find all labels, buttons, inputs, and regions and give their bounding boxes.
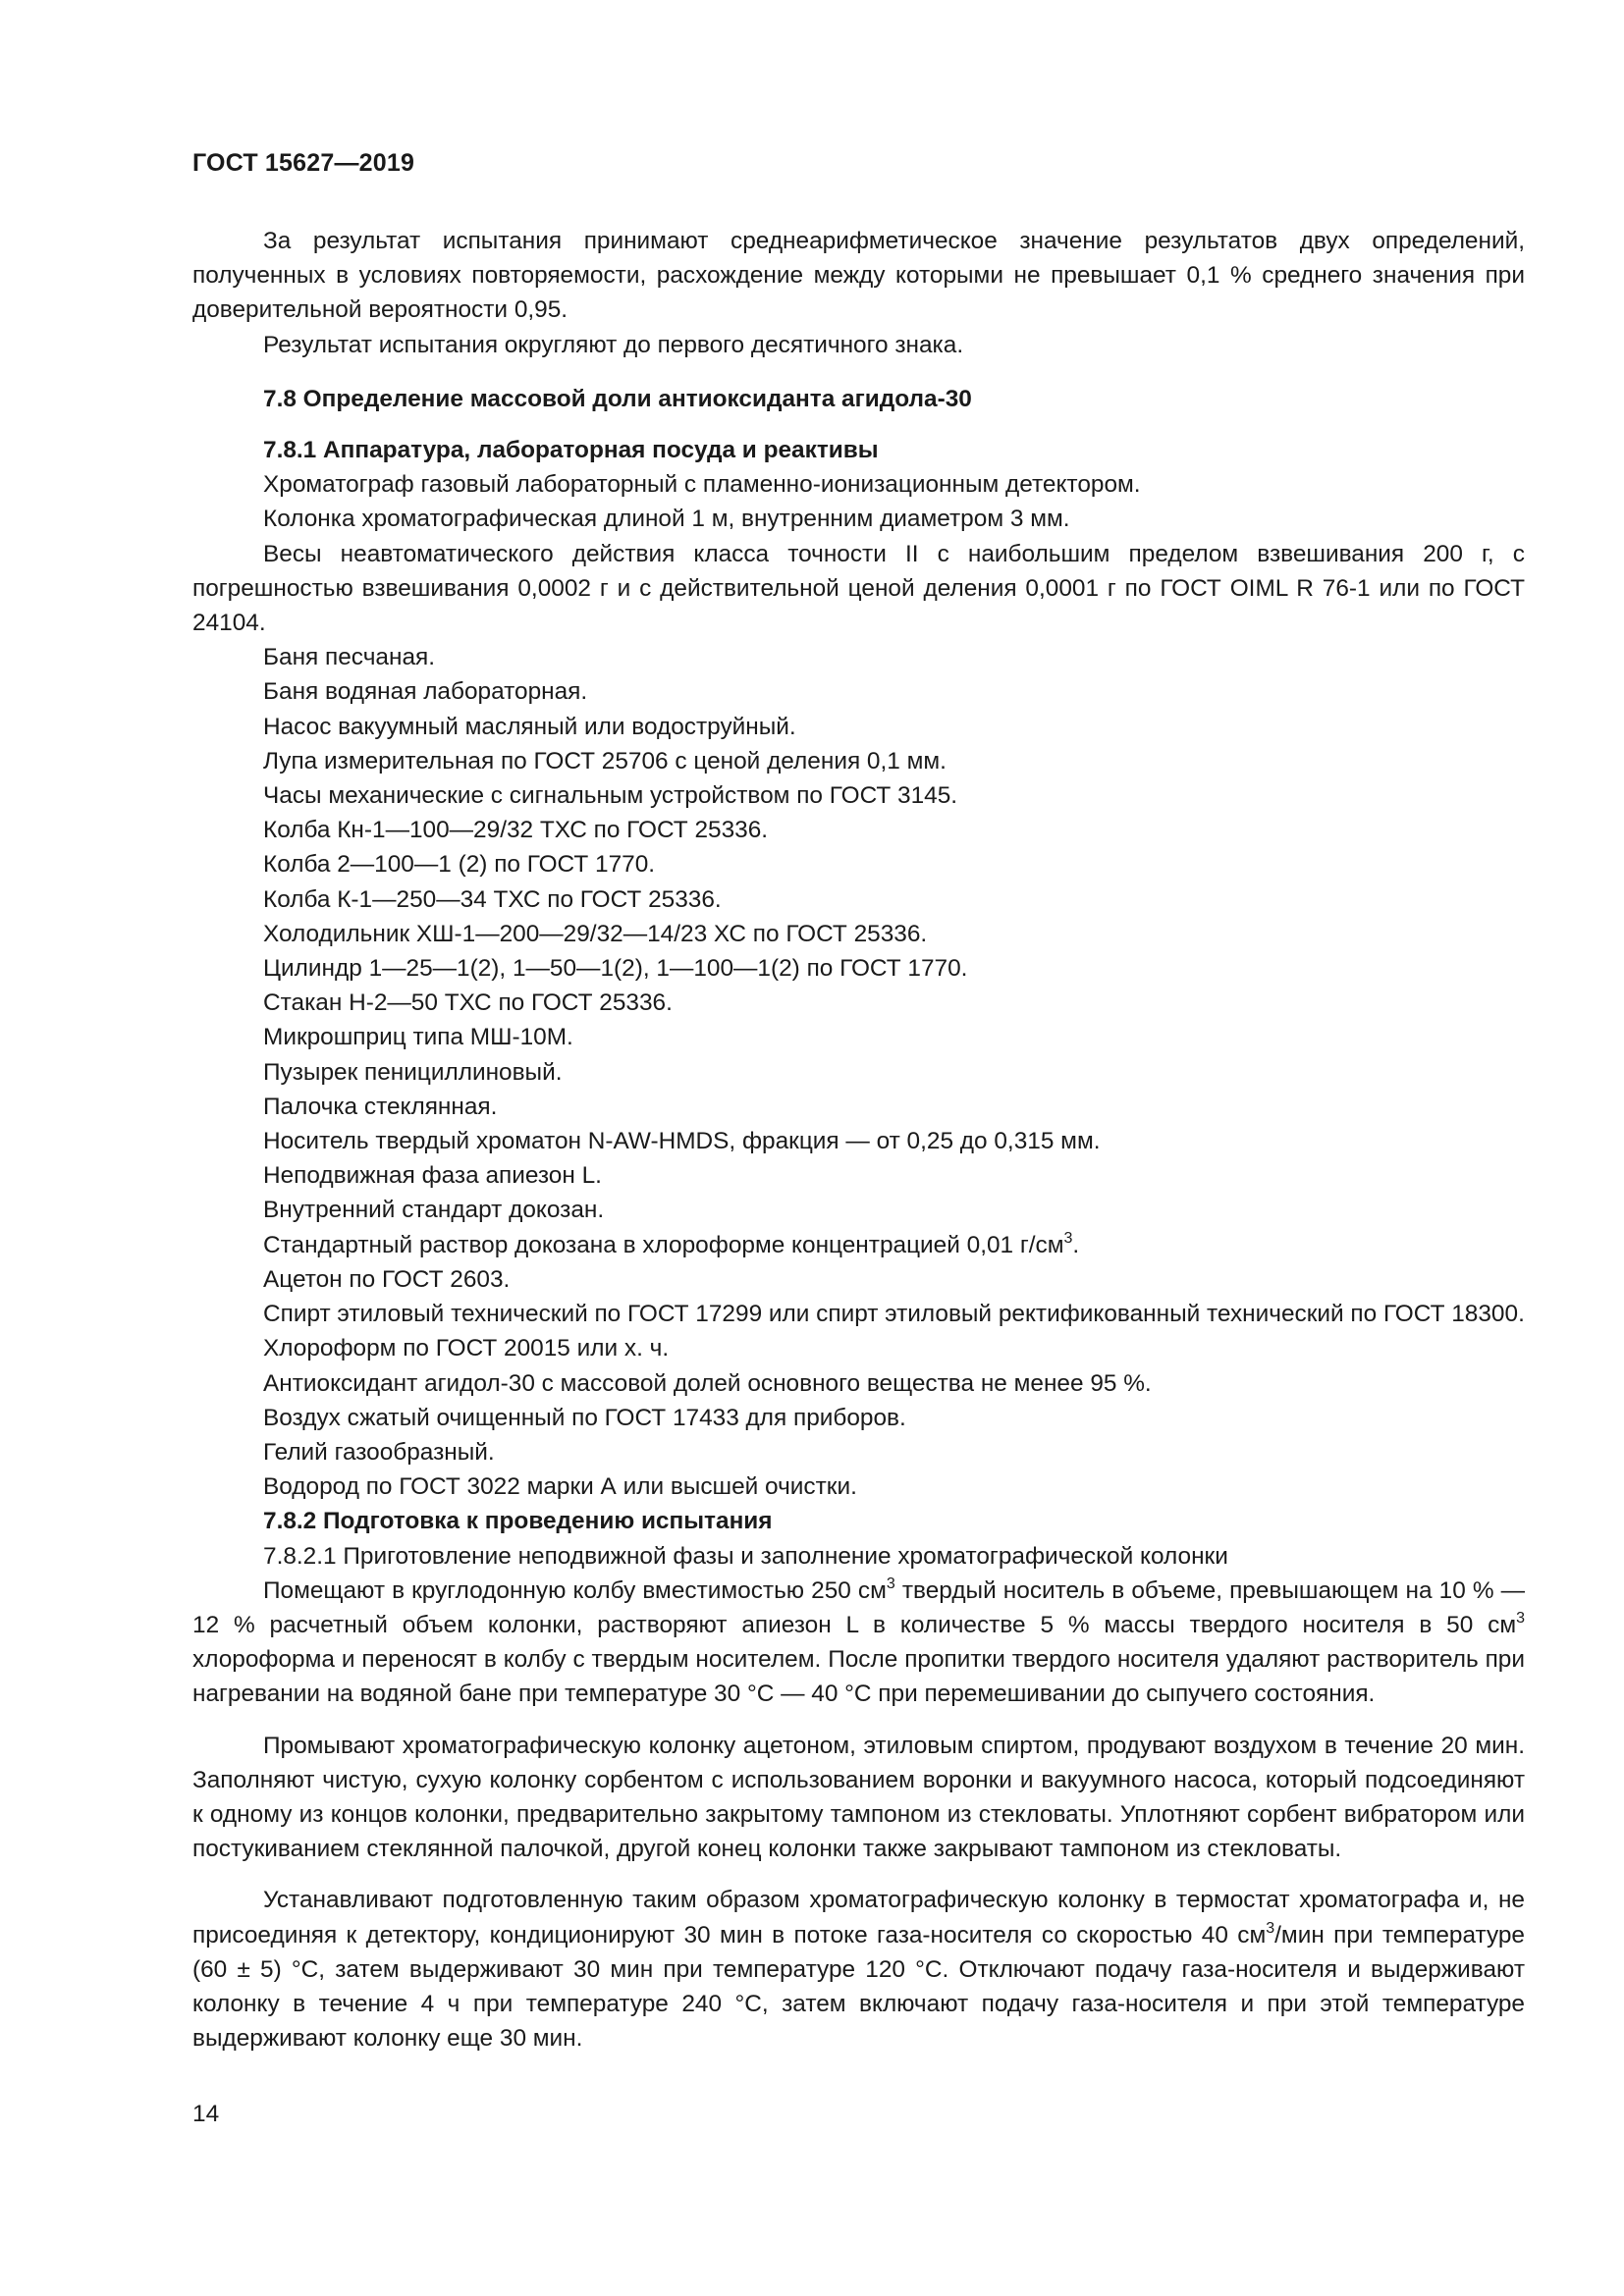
list-item: Насос вакуумный масляный или водоструйный. <box>263 713 796 740</box>
list-item: Носитель твердый хроматон N-AW-HMDS, фракция — от 0,25 до 0,315 мм. <box>263 1128 1101 1155</box>
paragraph-result-rounding: Результат испытания округляют до первого десятичного знака. <box>263 331 964 358</box>
list-item: Антиоксидант агидол-30 с массовой долей основного вещества не менее 95 %. <box>263 1369 1152 1397</box>
list-item-standard-solution <box>192 1228 1525 1262</box>
list-item: Водород по ГОСТ 3022 марки А или высшей очистки. <box>263 1473 857 1501</box>
list-item: Холодильник ХШ-1—200—29/32—14/23 ХС по ГОСТ 25336. <box>263 920 928 947</box>
list-item: Баня водяная лабораторная. <box>263 678 588 706</box>
standard-solution-text: Стандартный раствор докозана в хлороформе концентрацией 0,01 г/см <box>263 1231 1064 1258</box>
paragraph-column-conditioning <box>192 1883 1525 2056</box>
section-heading-7-8: 7.8 Определение массовой доли антиоксиданта агидола-30 <box>263 385 972 412</box>
subsection-heading-7-8-2-1: 7.8.2.1 Приготовление неподвижной фазы и заполнение хроматографической колонки <box>263 1542 1228 1570</box>
list-item: Хлороформ по ГОСТ 20015 или х. ч. <box>263 1335 670 1362</box>
list-item: Неподвижная фаза апиезон L. <box>263 1162 602 1190</box>
paragraph-spirit: Спирт этиловый технический по ГОСТ 17299 или спирт этиловый ректификованный технический по ГОСТ 18300. <box>263 1301 1525 1328</box>
page-number: 14 <box>192 2101 220 2127</box>
list-item: Палочка стеклянная. <box>263 1093 498 1120</box>
list-item: Пузырек пенициллиновый. <box>263 1058 563 1086</box>
list-item: Баня песчаная. <box>263 644 436 671</box>
list-item: Воздух сжатый очищенный по ГОСТ 17433 для приборов. <box>263 1404 906 1431</box>
list-item: Часы механические с сигнальным устройством по ГОСТ 3145. <box>263 782 958 810</box>
text-part: твердый носитель в объеме, превышающем на 10 % — 12 % расчетный объем колонки, растворяют апиезон L в количестве 5 % массы твердого носителя в 50 см <box>192 1576 1525 1638</box>
list-item: Цилиндр 1—25—1(2), 1—50—1(2), 1—100—1(2) по ГОСТ 1770. <box>263 955 968 983</box>
list-item: Лупа измерительная по ГОСТ 25706 с ценой деления 0,1 мм. <box>263 747 947 774</box>
text-part: Устанавливают подготовленную таким образом хроматографическую колонку в термостат хроматографа и, не присоединяя к детектору, кондиционируют 30 мин в потоке газа-носителя со скоростью 40 см <box>192 1887 1525 1949</box>
list-item: Внутренний стандарт докозан. <box>263 1197 605 1224</box>
paragraph-stationary-phase <box>192 1574 1525 1712</box>
paragraph-scales: Весы неавтоматического действия класса точности II с наибольшим пределом взвешивания 200 г, с погрешностью взвешивания 0,0002 г и с действительной ценой деления 0,0001 г по ГОСТ OIML R 76-1 или по ГОСТ 24104. <box>192 540 1525 637</box>
period: . <box>1072 1231 1080 1258</box>
list-item: Хроматограф газовый лабораторный с пламенно-ионизационным детектором. <box>263 471 1141 499</box>
list-item: Гелий газообразный. <box>263 1438 495 1466</box>
superscript-3: 3 <box>1516 1609 1525 1627</box>
list-item: Колба 2—100—1 (2) по ГОСТ 1770. <box>263 851 656 879</box>
text-part: хлороформа и переносят в колбу с твердым носителем. После пропитки твердого носителя удаляют растворитель при нагревании на водяной бане при температуре 30 °С — 40 °С при перемешивании до сыпучего состояния. <box>192 1646 1525 1708</box>
list-item: Микрошприц типа МШ-10М. <box>263 1024 573 1051</box>
paragraph-column-filling: Промывают хроматографическую колонку ацетоном, этиловым спиртом, продувают воздухом в течение 20 мин. Заполняют чистую, сухую колонку сорбентом с использованием воронки и вакуумного насоса, который подсоединяют к одному из концов колонки, предварительно закрытому тампоном из стекловаты. Уплотняют сорбент вибратором или постукиванием стеклянной палочкой, другой конец колонки также закрывают тампоном из стекловаты. <box>192 1732 1525 1863</box>
document-body <box>192 224 1525 2056</box>
list-item: Колба К-1—250—34 ТХС по ГОСТ 25336. <box>263 885 722 913</box>
paragraph-result-mean: За результат испытания принимают среднеарифметическое значение результатов двух определений, полученных в условиях повторяемости, расхождение между которыми не превышает 0,1 % среднего значения при доверительной вероятности 0,95. <box>192 228 1525 324</box>
document-header: ГОСТ 15627—2019 <box>192 149 415 177</box>
list-item: Колонка хроматографическая длиной 1 м, внутренним диаметром 3 мм. <box>263 506 1070 533</box>
list-item: Стакан Н-2—50 ТХС по ГОСТ 25336. <box>263 989 673 1017</box>
text-part: Помещают в круглодонную колбу вместимостью 250 см <box>263 1576 887 1604</box>
text-part: /мин при температуре (60 ± 5) °С, затем выдерживают 30 мин при температуре 120 °С. Отключают подачу газа-носителя и выдерживают колонку в течение 4 ч при температуре 240 °С, затем включают подачу газа-носителя и при этой температуре выдерживают колонку еще 30 мин. <box>192 1921 1525 2053</box>
section-heading-7-8-2: 7.8.2 Подготовка к проведению испытания <box>263 1508 773 1535</box>
section-heading-7-8-1: 7.8.1 Аппаратура, лабораторная посуда и реактивы <box>263 437 879 464</box>
superscript-3: 3 <box>1266 1919 1275 1937</box>
superscript-3: 3 <box>1063 1229 1073 1247</box>
list-item: Колба Кн-1—100—29/32 ТХС по ГОСТ 25336. <box>263 817 769 844</box>
list-item: Ацетон по ГОСТ 2603. <box>263 1265 511 1293</box>
superscript-3: 3 <box>886 1575 895 1592</box>
